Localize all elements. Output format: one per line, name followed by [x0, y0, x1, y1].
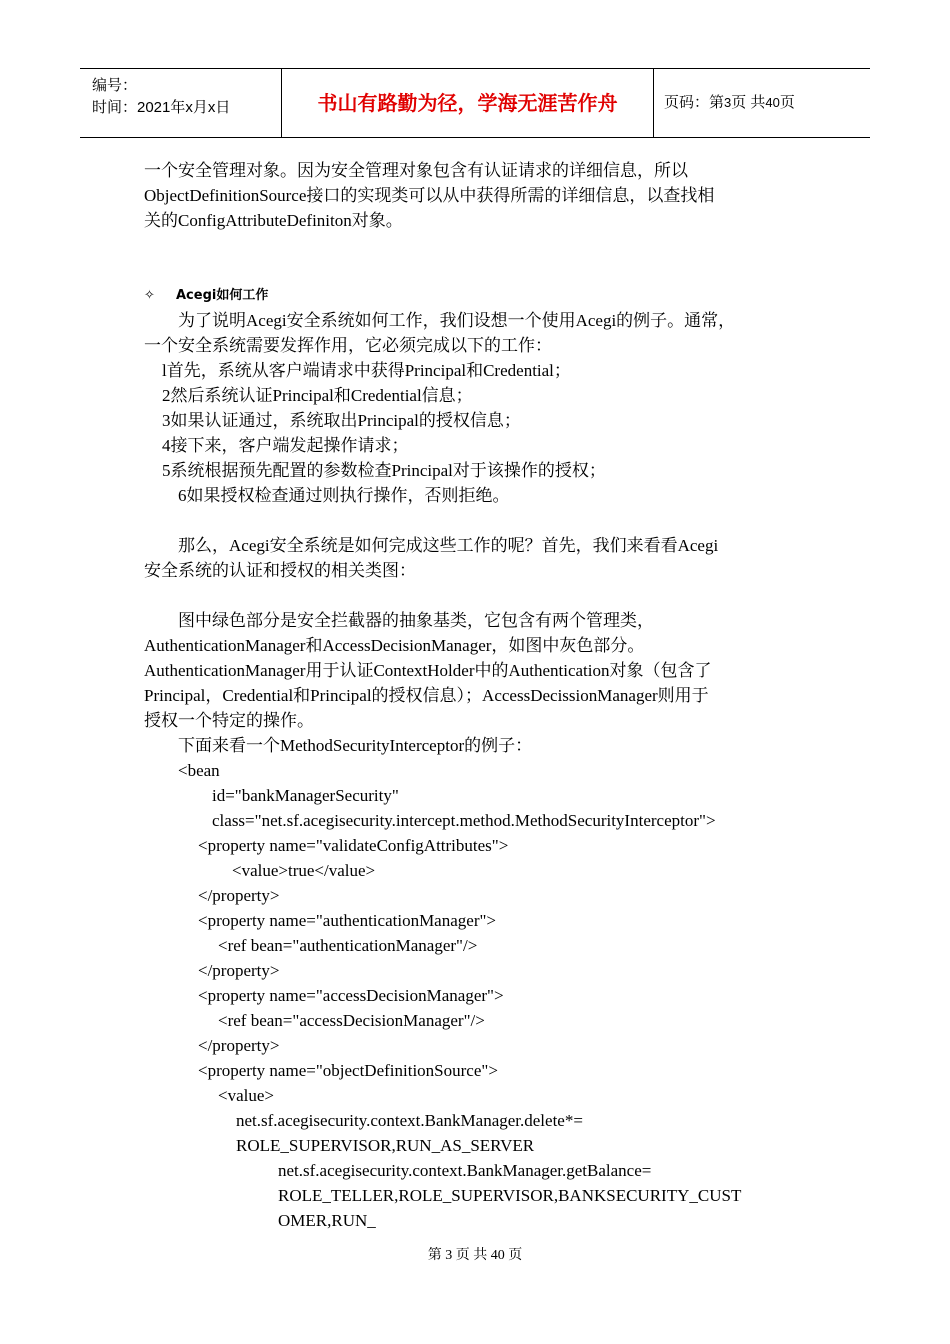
text-line: AuthenticationManager用于认证ContextHolder中的Authentication对象（包含了 [144, 661, 712, 680]
page-header [80, 68, 870, 138]
code-line: ROLE_SUPERVISOR,RUN_AS_SERVER [236, 1136, 535, 1155]
code-line: <property name="accessDecisionManager"> [198, 986, 504, 1005]
list-item: 2然后系统认证Principal和Credential信息； [162, 386, 473, 405]
code-line: <value> [218, 1086, 274, 1105]
list-item: 4接下来，客户端发起操作请求； [162, 436, 409, 455]
code-line: <property name="authenticationManager"> [198, 911, 497, 930]
code-line: <value>true</value> [232, 861, 376, 880]
text-line: 一个安全管理对象。因为安全管理对象包含有认证请求的详细信息，所以 [144, 161, 688, 180]
code-line: </property> [198, 961, 280, 980]
number-label: 编号： [92, 77, 138, 94]
code-line: <bean [178, 761, 220, 780]
code-line: ROLE_TELLER,ROLE_SUPERVISOR,BANKSECURITY_CUST [278, 1186, 742, 1205]
text-line: 为了说明Acegi安全系统如何工作，我们设想一个使用Acegi的例子。通常， [178, 311, 736, 330]
list-item: 6如果授权检查通过则执行操作，否则拒绝。 [178, 486, 510, 505]
code-line: <ref bean="authenticationManager"/> [218, 936, 478, 955]
text-line: Principal，Credential和Principal的授权信息）；AccessDecissionManager则用于 [144, 686, 709, 705]
list-item: 3如果认证通过，系统取出Principal的授权信息； [162, 411, 521, 430]
list-item: 5系统根据预先配置的参数检查Principal对于该操作的授权； [162, 461, 606, 480]
code-line: </property> [198, 886, 280, 905]
code-line: net.sf.acegisecurity.context.BankManager.delete*= [236, 1111, 583, 1130]
page-footer: 第 3 页 共 40 页 [427, 1248, 523, 1263]
code-line: net.sf.acegisecurity.context.BankManager.getBalance= [278, 1161, 652, 1180]
text-line: 图中绿色部分是安全拦截器的抽象基类，它包含有两个管理类， [178, 611, 654, 630]
diamond-bullet-icon: ✧ [144, 288, 155, 303]
header-motto: 书山有路勤为径，学海无涯苦作舟 [282, 69, 654, 137]
code-line: id="bankManagerSecurity" [212, 786, 399, 805]
text-line: 关的ConfigAttributeDefiniton对象。 [144, 211, 403, 230]
text-line: 下面来看一个MethodSecurityInterceptor的例子： [178, 736, 533, 755]
code-line: OMER,RUN_ [278, 1211, 376, 1230]
text-line: 安全系统的认证和授权的相关类图： [144, 561, 416, 580]
code-line: <ref bean="accessDecisionManager"/> [218, 1011, 485, 1030]
text-line: ObjectDefinitionSource接口的实现类可以从中获得所需的详细信息，以查找相 [144, 186, 715, 205]
header-meta [80, 69, 282, 137]
text-line: 那么，Acegi安全系统是如何完成这些工作的呢？首先，我们来看看Acegi [178, 536, 719, 555]
text-line: 授权一个特定的操作。 [144, 711, 314, 730]
section-heading [144, 286, 268, 306]
header-page-info: 页码：第3页 共40页 [664, 94, 795, 111]
code-line: class="net.sf.acegisecurity.intercept.method.MethodSecurityInterceptor"> [212, 811, 716, 830]
time-label: 时间：2021年x月x日 [92, 99, 231, 116]
code-line: <property name="validateConfigAttributes"> [198, 836, 509, 855]
list-item: l首先，系统从客户端请求中获得Principal和Credential； [162, 361, 571, 380]
code-line: <property name="objectDefinitionSource"> [198, 1061, 498, 1080]
section-heading-text: Acegi如何工作 [176, 288, 269, 303]
text-line: 一个安全系统需要发挥作用，它必须完成以下的工作： [144, 336, 552, 355]
code-line: </property> [198, 1036, 280, 1055]
text-line: AuthenticationManager和AccessDecisionManager，如图中灰色部分。 [144, 636, 645, 655]
